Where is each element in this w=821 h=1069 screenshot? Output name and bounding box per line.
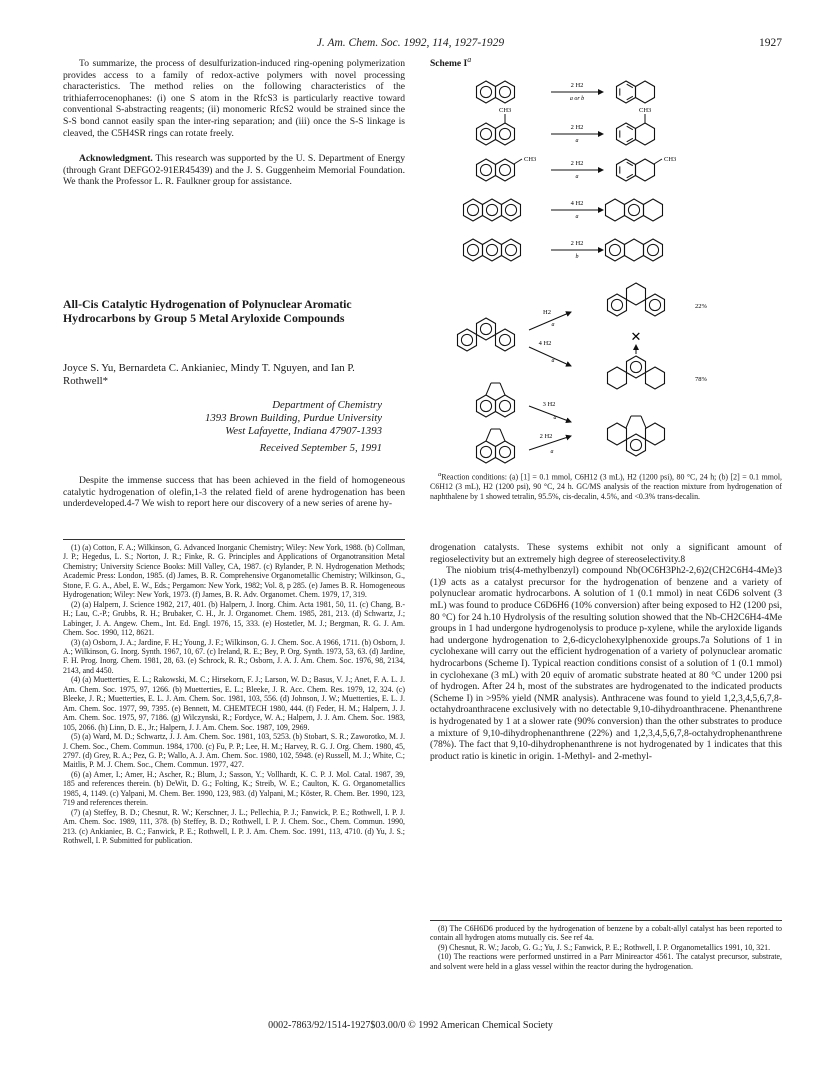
- reagent-label: 2 H2: [570, 82, 584, 89]
- city: West Lafayette, Indiana 47907-1393: [225, 425, 382, 437]
- references-divider: [63, 539, 405, 540]
- scheme-footnote-body: Reaction conditions: (a) [1] = 0.1 mmol, C6H12 (3 mL), H2 (1200 psi), 80 °C, 24 h; (b) [2] = 0.1 mmol, C6H12 (3 mL), H2 (1200 psi), 90 °C, 24 h. GC/MS analysis of the reaction mixture from hydrogenation of naphthalene by 1 showed tetralin, 95.5%, cis-decalin, 4.5%, and <0.3% trans-decalin.: [430, 472, 782, 501]
- scheme-title-text: Scheme I: [430, 59, 468, 70]
- footnote-item: (9) Chesnut, R. W.; Jacob, G. G.; Yu, J. S.; Fanwick, P. E.; Rothwell, I. P. Organometallics 1991, 10, 321.: [438, 942, 771, 952]
- reference-item: (4) (a) Muetterties, E. L.; Rakowski, M. C.; Hirsekorn, F. J.; Larson, W. D.; Basus, V. J.; Anet, F. A. L. J. Am. Chem. Soc. 1975, 97, 1266. (b) Muetterties, E. L.; Bleeke, J. R. Acc. Chem. Res. 1979, 12, 324. (c) Bleeke, J. R.; Muetterties, E. L. J. Am. Chem. Soc. 1981, 103, 556. (d) Johnson, J. W.; Muetterties, E. L. J. Am. Chem. Soc. 1977, 99, 7395. (e) Bennett, M. CHEMTECH 1980, 444. (f) Feder, H. M.; Halpern, J. J. Am. Chem. Soc. 1975, 97, 7186. (g) Wilczynski, R.; Fordyce, W. A.; Halpern, J. J. Am. Chem. Soc. 1983, 105, 2066. (h) Linn, D. E., Jr.; Halpern, J. J. Am. Chem. Soc. 1987, 109, 2969.: [63, 675, 405, 732]
- footnotes-list: [430, 924, 782, 971]
- reference-item: (7) (a) Steffey, B. D.; Chesnut, R. W.; Kerschner, J. L.; Pellechia, P. J.; Fanwick, P. E.; Rothwell, I. P. J. Am. Chem. Soc. 1989, 111, 378. (b) Steffey, B. D.; Rothwell, I. P. J. Chem. Soc., Chem. Commun. 1990, 213. (c) Ankianiec, B. C.; Fanwick, P. E.; Rothwell, I. P. J. Am. Chem. Soc. 1991, 113, 4710. (d) Yu, J. S.; Rothwell, I. P. Submitted for publication.: [63, 807, 405, 846]
- running-header: J. Am. Chem. Soc. 1992, 114, 1927-1929: [316, 37, 505, 49]
- scheme-footnote-text: [430, 470, 782, 501]
- page-footer: 0002-7863/92/1514-1927$03.00/0 © 1992 American Chemical Society: [268, 1020, 553, 1031]
- summary-section: [63, 58, 405, 188]
- octahydrophenanthrene-structure: [608, 356, 665, 389]
- received-date: Received September 5, 1991: [259, 442, 382, 454]
- department: Department of Chemistry: [272, 399, 382, 411]
- naphthalene-structure: [477, 81, 515, 103]
- page-number: 1927: [759, 37, 782, 49]
- footnotes-divider: [430, 920, 782, 921]
- condition-label: a: [575, 174, 579, 180]
- phenanthrene-structure: [458, 318, 515, 351]
- methyl-label: CH3: [664, 156, 677, 163]
- perhydroacenaphthene-structure: [608, 416, 665, 456]
- footnote-item: (8) The C6H6D6 produced by the hydrogenation of benzene by a cobalt-allyl catalyst has been reported to contain all hydrogen atoms mutually cis. See ref 4a.: [430, 924, 782, 943]
- dihydroanthracene-structure: [606, 239, 663, 261]
- article-title: All-Cis Catalytic Hydrogenation of Polynuclear Aromatic Hydrocarbons by Group 5 Metal Aryloxide Compounds: [63, 297, 352, 325]
- 2-methylnaphthalene-structure: [477, 159, 523, 181]
- condition-label: a: [551, 322, 555, 328]
- condition-label: a: [551, 358, 555, 364]
- tetralin-structure: [617, 81, 655, 103]
- article-authors: Joyce S. Yu, Bernardeta C. Ankianiec, Mindy T. Nguyen, and Ian P. Rothwell*: [63, 362, 355, 387]
- anthracene-structure: [464, 239, 521, 261]
- condition-label: a: [575, 214, 579, 220]
- reference-item: (6) (a) Amer, I.; Amer, H.; Ascher, R.; Blum, J.; Sasson, Y.; Vollhardt, K. C. P. J. Mol. Catal. 1987, 39, 185 and references therein. (b) DeWit, D. G.; Folting, K.; Streib, W. E.; Caulton, K. G. Organometallics 1985, 4, 1149. (c) Yalpani, M. Chem. Ber. 1990, 123, 983. (d) Yalpani, M.; Köster, R. Chem. Ber. 1990, 123, 719 and references therein.: [63, 769, 405, 808]
- body-paragraph: The niobium tris(4-methylbenzyl) compound Nb(OC6H3Ph2-2,6)2(CH2C6H4-4Me)3 (1)9 acts as a catalyst precursor for the hydrogenation of benzene and a variety of polynuclear aromatic hydrocarbons. A solution of 1 (0.1 mmol) in neat C6D6 solvent (3 mL) was found to produce C6D6H6 (10% conversion) after being exposed to H2 (1200 psi, 80 °C) for 24 h.10 Hydrolysis of the resulting solution showed that the Nb-CH2C6H4-4Me groups in 1 had undergone hydrogenolysis to produce p-xylene, while the aryloxide ligands had undergone hydrogenation to 2,6-dicyclohexylphenoxide groups.7a Solutions of 1 in cyclohexane will carry out the efficient hydrogenation of a variety of polynuclear aromatic hydrocarbons (Scheme I). Typical reaction conditions consist of a solution of 1 (0.1 mmol) in cyclohexane (3 mL) with 20 equiv of aromatic substrate heated at 80 °C under 1200 psi of hydrogen. After 24 h, most of the substrates are hydrogenated to the indicated products (Scheme I) in >95% yield (NMR analysis). Anthracene was found to yield 1,2,3,4,5,6,7,8-octahydroanthracene exclusively with no detectable 9,10-dihydroanthracene. Phenanthrene is hydrogenated by 1 at a slower rate (90% conversion) than the other substrates to produce a mixture of 9,10-dihydrophenanthrene (22%) and 1,2,3,4,5,6,7,8-octahydrophenanthrene (78%). The fact that 9,10-dihydrophenanthrene is not hydrogenated by 1 indicates that this product ratio is kinetic in origin. 1-Methyl- and 2-methyl-: [430, 565, 782, 762]
- condition-label: a: [550, 449, 554, 455]
- reagent-label: 2 H2: [539, 433, 553, 440]
- 2-methyltetralin-structure: [617, 159, 663, 181]
- methyltetralin-structure: [617, 114, 655, 145]
- reagent-label: 2 H2: [570, 240, 584, 247]
- anthracene-structure: [464, 199, 521, 221]
- acenaphthylene-structure: [477, 383, 515, 417]
- dihydrophenanthrene-structure: [608, 283, 665, 316]
- methylnaphthalene-structure: [477, 114, 515, 145]
- reagent-label: 4 H2: [538, 340, 552, 347]
- reagent-label: H2: [543, 309, 551, 316]
- methyl-label: CH3: [639, 107, 652, 114]
- reference-item: (3) (a) Osborn, J. A.; Jardine, F. H.; Young, J. F.; Wilkinson, G. J. Chem. Soc. A 1966, 1711. (b) Osborn, J. A.; Wilkinson, G. Inorg. Synth. 1967, 10, 67. (c) Ireland, R. E.; Bey, P. Org. Synth. 1973, 53, 63. (d) Jardine, F. H. Prog. Inorg. Chem. 1981, 28, 63. (e) Schrock, R. R.; Osborn, J. A. J. Am. Chem. Soc. 1976, 98, 2134, 2143, and 4450.: [63, 637, 405, 675]
- condition-label: a or b: [569, 96, 585, 102]
- reference-item: (1) (a) Cotton, F. A.; Wilkinson, G. Advanced Inorganic Chemistry; Wiley: New York, 1988. (b) Collman, J. P.; Hegedus, L. S.; Norton, J. R.; Finke, R. G. Principles and Applications of Organotransition Metal Chemistry; University Science Books: Mill Valley, CA, 1987. (c) Rylander, P. N. Hydrogenation Methods; Academic Press: London, 1985. (d) James, B. R. Comprehensive Organometallic Chemistry; Wilkinson, G., Stone, F. G. A., Abel, E. W., Eds.; Pergamon: New York, 1982; Vol. 8, p 285. (e) James B. R. Homogeneous Hydrogenation; Wiley: New York, 1973. (f) James, B. R. Adv. Organomet. Chem. 1979, 17, 319.: [63, 543, 405, 600]
- methyl-label: CH3: [499, 107, 512, 114]
- condition-label: a: [575, 138, 579, 144]
- reagent-label: 3 H2: [542, 401, 556, 408]
- main-text: [430, 542, 782, 762]
- ack-label: Acknowledgment.: [79, 153, 153, 165]
- reagent-label: 2 H2: [570, 160, 584, 167]
- reaction-arrow: [529, 347, 571, 366]
- scheme-footnote: [430, 470, 782, 501]
- no-reaction-mark: ✕: [630, 329, 642, 344]
- reference-item: (2) (a) Halpern, J. Science 1982, 217, 401. (b) Halpern, J. Inorg. Chim. Acta 1981, 50, 11. (c) Chang, B.-H.; Lau, C.-P.; Grubbs, R. H.; Brubaker, C. H., Jr. J. Organomet. Chem. 1985, 281, 213. (d) Schwartz, J.; Labinger, J. A. Angew. Chem., Int. Ed. Engl. 1976, 15, 333. (e) Hostetler, M. J.; Bergman, R. G. J. Am. Chem. Soc. 1990, 112, 8621.: [63, 599, 405, 638]
- reaction-arrow: [529, 406, 571, 422]
- acknowledgment: [63, 153, 405, 188]
- scheme-footnote-sup: a: [438, 471, 442, 478]
- footnote-item: (10) The reactions were performed unstirred in a Parr Minireactor 4561. The catalyst precursor, substrate, and solvent were held in a glass vessel within the reactor during the hydrogenation.: [430, 952, 782, 971]
- scheme-diagram: [425, 62, 765, 472]
- acenaphthene-structure: [477, 429, 515, 463]
- condition-label: a: [553, 415, 557, 421]
- reagent-label: 4 H2: [570, 200, 584, 207]
- yield-label: 78%: [695, 376, 707, 383]
- octahydroanthracene-structure: [606, 199, 663, 221]
- methyl-label: CH3: [524, 156, 537, 163]
- body-paragraph: drogenation catalysts. These systems exhibit not only a significant amount of regioselectivity but an extremely high degree of stereoselectivity.8: [430, 542, 782, 565]
- scheme-title-sup: a: [467, 55, 472, 64]
- yield-label: 22%: [695, 303, 707, 310]
- reagent-label: 2 H2: [570, 124, 584, 131]
- intro-paragraph: Despite the immense success that has been achieved in the field of homogeneous catalytic hydrogenation of olefin,1-3 the related field of arene hydrogenation has been underdeveloped.4-7 We wish to report here our discovery of a new series of arene hy-: [63, 475, 405, 510]
- reference-item: (5) (a) Ward, M. D.; Schwartz, J. J. Am. Chem. Soc. 1981, 103, 5253. (b) Stobart, S. R.; Zaworotko, M. J. J. Chem. Soc., Chem. Commun. 1984, 1700. (c) Fu, P. P.; Lee, H. M.; Harvey, R. G. J. Org. Chem. 1980, 45, 2797. (d) Grey, R. A.; Pez, G. P.; Wallo, A. J. Am. Chem. Soc. 1980, 102, 5948. (e) Russell, M. J.; White, C.; Maitlis, P. M. J. Chem. Soc., Chem. Commun. 1977, 427.: [63, 732, 405, 770]
- ack-text: This research was supported by the U. S. Department of Energy (through Grant DEFGO2-91ER45439) and the J. S. Guggenheim Memorial Foundation. We thank the Professor L. R. Faulkner group for assistance.: [63, 153, 405, 188]
- building: 1393 Brown Building, Purdue University: [204, 412, 382, 424]
- summary-paragraph: To summarize, the process of desulfurization-induced ring-opening polymerization provides access to a family of redox-active polymers with novel processing characteristics. The method relies on the following characteristics of the trithiaferrocenophanes: (i) one S atom in the RfcS3 is particularly reactive toward conventional S-abstracting reagents; (ii) monomeric RfcS2 would be strained since the S-S bond cannot easily span the inter-ring separation; and (iii) once the S-S linkage is cleaved, the C5H4SR rings can rotate freely.: [63, 58, 405, 139]
- affiliation: [120, 399, 382, 455]
- intro-section: [63, 475, 405, 510]
- condition-label: b: [575, 254, 579, 260]
- references-list: [63, 543, 405, 846]
